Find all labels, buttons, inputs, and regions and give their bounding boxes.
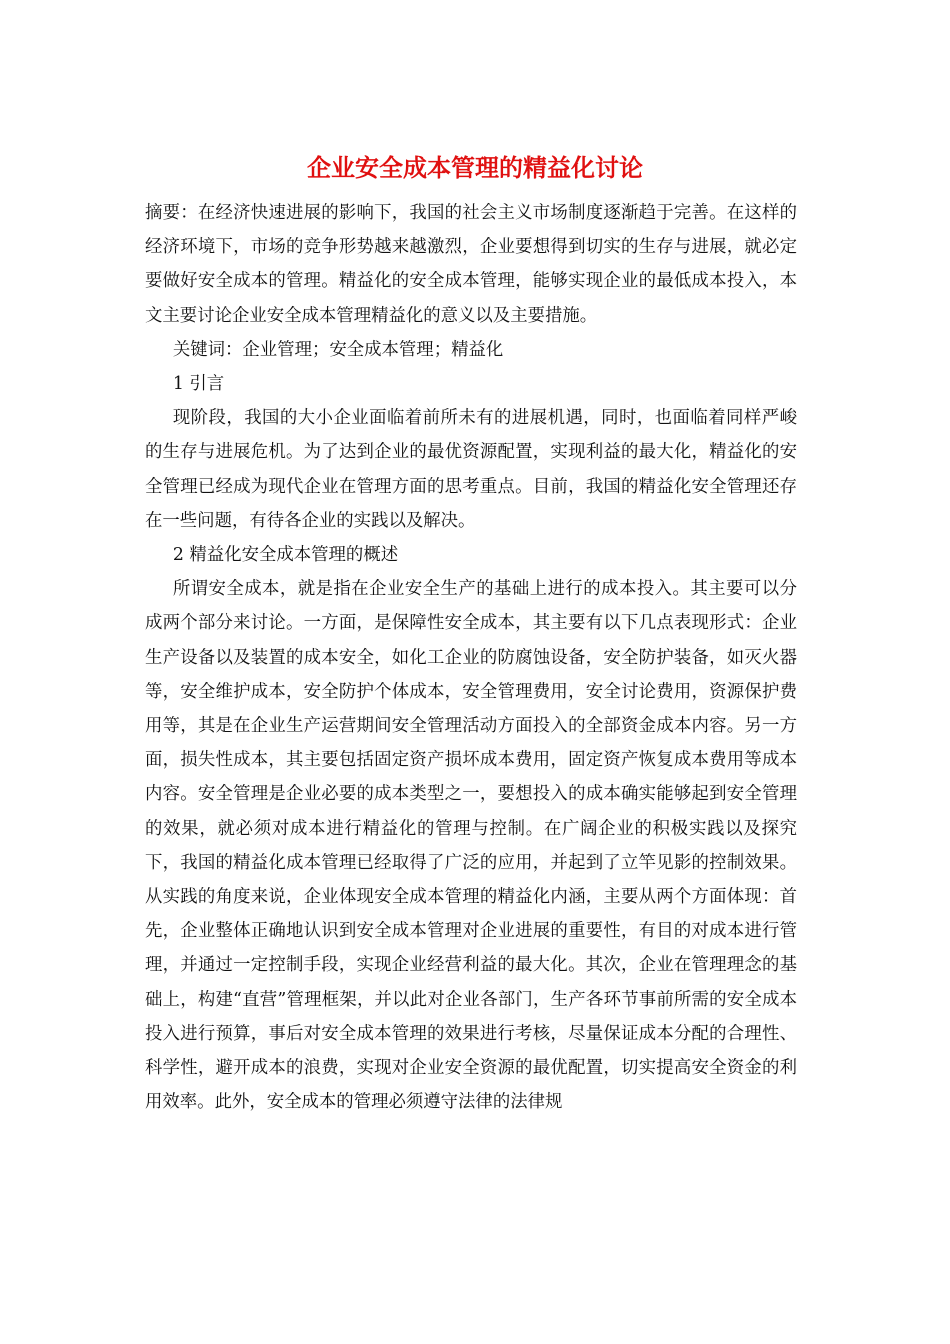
document-body (145, 196, 797, 1119)
section-body-intro: 现阶段，我国的大小企业面临着前所未有的进展机遇，同时，也面临着同样严峻的生存与进展危机。为了达到企业的最优资源配置，实现利益的最大化，精益化的安全管理已经成为现代企业在管理方面的思考重点。目前，我国的精益化安全管理还存在一些问题，有待各企业的实践以及解决。 (145, 408, 797, 531)
abstract-text: 在经济快速进展的影响下，我国的社会主义市场制度逐渐趋于完善。在这样的经济环境下，市场的竞争形势越来越激烈，企业要想得到切实的生存与进展，就必定要做好安全成本的管理。精益化的安全成本管理，能够实现企业的最低成本投入，本文主要讨论企业安全成本管理精益化的意义以及主要措施。 (145, 203, 797, 326)
keywords-line: 关键词：企业管理；安全成本管理；精益化 (172, 339, 504, 360)
section-heading-intro: 1 引言 (172, 374, 225, 395)
section-heading-overview: 2 精益化安全成本管理的概述 (172, 545, 399, 566)
section-body-overview: 所谓安全成本，就是指在企业安全生产的基础上进行的成本投入。其主要可以分成两个部分来讨论。一方面，是保障性安全成本，其主要有以下几点表现形式：企业生产设备以及装置的成本安全，如化工企业的防腐蚀设备，安全防护装备，如灭火器等，安全维护成本，安全防护个体成本，安全管理费用，安全讨论费用，资源保护费用等，其是在企业生产运营期间安全管理活动方面投入的全部资金成本内容。另一方面，损失性成本，其主要包括固定资产损坏成本费用，固定资产恢复成本费用等成本内容。安全管理是企业必要的成本类型之一，要想投入的成本确实能够起到安全管理的效果，就必须对成本进行精益化的管理与控制。在广阔企业的积极实践以及探究下，我国的精益化成本管理已经取得了广泛的应用，并起到了立竿见影的控制效果。从实践的角度来说，企业体现安全成本管理的精益化内涵，主要从两个方面体现：首先，企业整体正确地认识到安全成本管理对企业进展的重要性，有目的对成本进行管理，并通过一定控制手段，实现企业经营利益的最大化。其次，企业在管理理念的基础上，构建“直营”管理框架，并以此对企业各部门，生产各环节事前所需的安全成本投入进行预算，事后对安全成本管理的效果进行考核，尽量保证成本分配的合理性、科学性，避开成本的浪费，实现对企业安全资源的最优配置，切实提高安全资金的利用效率。此外，安全成本的管理必须遵守法律的法律规 (145, 579, 797, 1113)
abstract-label: 摘要： (145, 203, 198, 223)
document-title: 企业安全成本管理的精益化讨论 (307, 153, 643, 182)
abstract-paragraph (145, 196, 797, 333)
